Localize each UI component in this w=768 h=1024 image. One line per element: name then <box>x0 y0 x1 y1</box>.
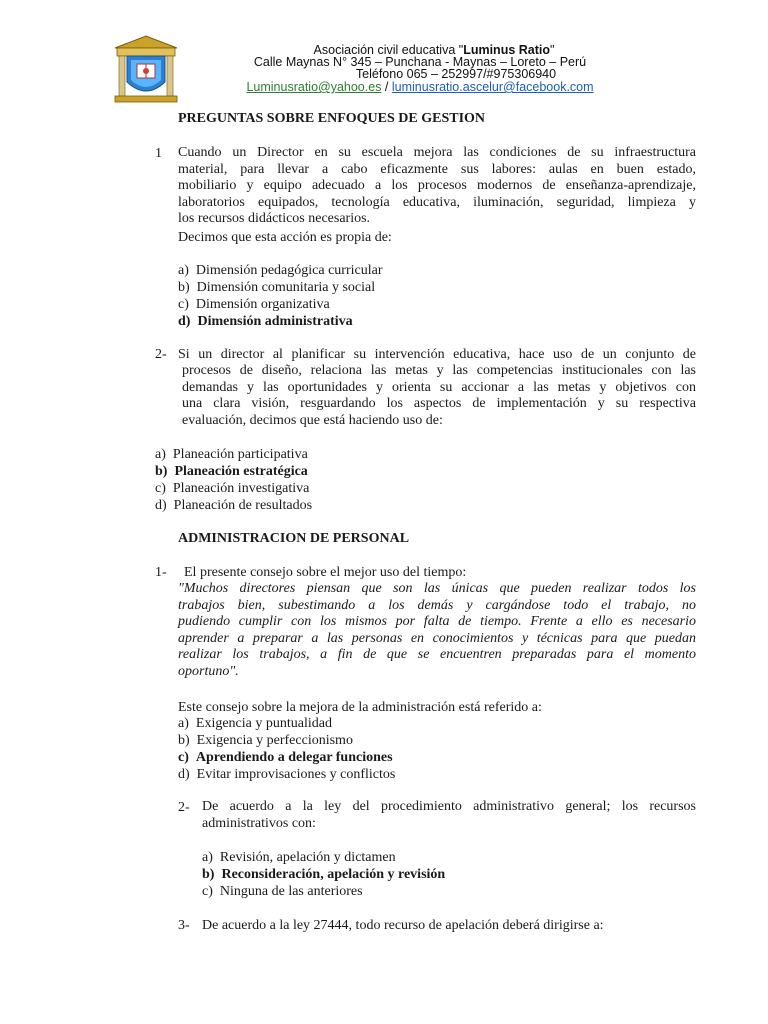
option-letter: b) <box>178 733 190 748</box>
option-d <box>178 766 395 783</box>
quote-line: "Muchos directores piensan que son las únicas que pueden realizar todos los <box>178 581 696 596</box>
option-a <box>178 715 332 732</box>
quote-text <box>178 581 696 681</box>
question-line-first <box>178 346 696 363</box>
question-line: procesos de diseño, relaciona las metas y las competencias institucionales con las <box>182 363 696 378</box>
question-intro: El presente consejo sobre el mejor uso del tiempo: <box>184 565 467 580</box>
option-text: Reconsideración, apelación y revisión <box>221 867 446 882</box>
option-c-answer <box>178 749 393 766</box>
option-letter: b) <box>202 867 215 882</box>
question-line: demandas y las oportunidades y orienta su accionar a las metas y objetivos con <box>182 379 696 395</box>
question-line: Cuando un Director en su escuela mejora las condiciones de su infraestructura <box>178 145 696 160</box>
option-text: Exigencia y perfeccionismo <box>196 733 353 748</box>
question-line: administrativos con: <box>202 815 316 831</box>
option-letter: c) <box>178 750 189 765</box>
header-suffix: " <box>550 43 555 57</box>
option-b <box>178 279 375 296</box>
quote-line: pudiendo cumplir con los mismos por falta de tiempo. Frente a ello es necesario <box>178 614 696 630</box>
option-c <box>178 296 330 313</box>
option-b-answer <box>155 463 308 480</box>
question-2b-text <box>202 799 696 832</box>
institution-logo <box>113 34 179 106</box>
option-c <box>202 883 363 900</box>
option-letter: c) <box>178 297 189 312</box>
option-text: Revisión, apelación y dictamen <box>219 850 396 865</box>
option-text: Planeación estratégica <box>174 464 308 479</box>
option-text: Planeación participativa <box>172 447 308 462</box>
question-prompt: Este consejo sobre la mejora de la administración está referido a: <box>178 700 542 715</box>
question-line: los recursos didácticos necesarios. <box>178 211 371 227</box>
option-text: Evitar improvisaciones y conflictos <box>196 767 396 782</box>
header-phone: Teléfono 065 – 252997/#975306940 <box>355 67 557 81</box>
quote-line: trabajos bien, subestimando a los demás y cargándose todo el trabajo, no <box>178 597 696 613</box>
option-letter: b) <box>155 464 168 479</box>
option-letter: d) <box>178 314 191 329</box>
option-letter: c) <box>155 481 166 496</box>
option-text: Planeación de resultados <box>173 498 313 513</box>
header-address: Calle Maynas N° 345 – Punchana - Maynas – Loreto – Perú <box>253 55 587 69</box>
option-text: Dimensión comunitaria y social <box>196 280 376 295</box>
option-text: Aprendiendo a delegar funciones <box>195 750 393 765</box>
question-line: laboratorios equipados, tecnología educativa, iluminación, seguridad, limpieza y <box>178 194 696 210</box>
option-d <box>155 497 312 514</box>
question-line: Si un director al planificar su intervención educativa, hace uso de un conjunto de <box>178 347 696 362</box>
question-line: mobiliario y equipo adecuado a los procesos modernos de enseñanza-aprendizaje, <box>178 178 696 194</box>
question-number: 2- <box>178 800 190 815</box>
header-emails <box>190 80 650 94</box>
option-text: Exigencia y puntualidad <box>195 716 332 731</box>
question-number: 3- <box>178 918 190 933</box>
quote-line: aprender a preparar a las personas en conocimientos y técnicas para que puedan <box>178 630 696 646</box>
option-letter: d) <box>178 767 190 782</box>
question-prompt: Decimos que esta acción es propia de: <box>178 230 392 245</box>
option-letter: a) <box>178 263 189 278</box>
question-line: material, para llevar a cabo eficazmente sus labores: aulas en buen estado, <box>178 161 696 177</box>
option-letter: a) <box>202 850 213 865</box>
question-line: una clara visión, resguardando los aspectos de implementación y su respectiva <box>182 396 696 412</box>
option-c <box>155 480 309 497</box>
question-line: evaluación, decimos que está haciendo uso de: <box>182 412 443 428</box>
question-number: 1- <box>155 565 167 580</box>
option-letter: a) <box>178 716 189 731</box>
header-institution-name: Luminus Ratio <box>463 43 551 57</box>
section-title-personal: ADMINISTRACION DE PERSONAL <box>178 531 410 546</box>
quote-line: realizar los trabajos, a fin de que se encuentren preparadas para el momento <box>178 647 696 663</box>
option-a <box>178 262 382 279</box>
question-2-text <box>182 363 696 429</box>
option-letter: a) <box>155 447 166 462</box>
option-letter: c) <box>202 884 213 899</box>
option-a <box>155 446 308 463</box>
option-text: Dimensión administrativa <box>197 314 353 329</box>
question-number: 1 <box>155 146 162 161</box>
option-text: Planeación investigativa <box>172 481 310 496</box>
option-a <box>202 849 396 866</box>
question-1-text <box>178 145 696 228</box>
option-letter: d) <box>155 498 167 513</box>
question-3-text: De acuerdo a la ley 27444, todo recurso de apelación deberá dirigirse a: <box>202 918 604 933</box>
option-text: Ninguna de las anteriores <box>219 884 363 899</box>
question-number: 2- <box>155 347 167 362</box>
email-link-yahoo[interactable]: Luminusratio@yahoo.es <box>246 80 382 94</box>
option-b <box>178 732 353 749</box>
option-text: Dimensión pedagógica curricular <box>195 263 383 278</box>
question-line: De acuerdo a la ley del procedimiento administrativo general; los recursos <box>202 799 696 814</box>
header-prefix: Asociación civil educativa " <box>313 43 464 57</box>
section-title-enfoques: PREGUNTAS SOBRE ENFOQUES DE GESTION <box>178 111 486 126</box>
option-d-answer <box>178 313 353 330</box>
option-text: Dimensión organizativa <box>195 297 330 312</box>
quote-line: oportuno". <box>178 663 239 679</box>
option-b-answer <box>202 866 445 883</box>
option-letter: b) <box>178 280 190 295</box>
email-link-facebook[interactable]: luminusratio.ascelur@facebook.com <box>391 80 594 94</box>
email-separator: / <box>381 80 392 94</box>
